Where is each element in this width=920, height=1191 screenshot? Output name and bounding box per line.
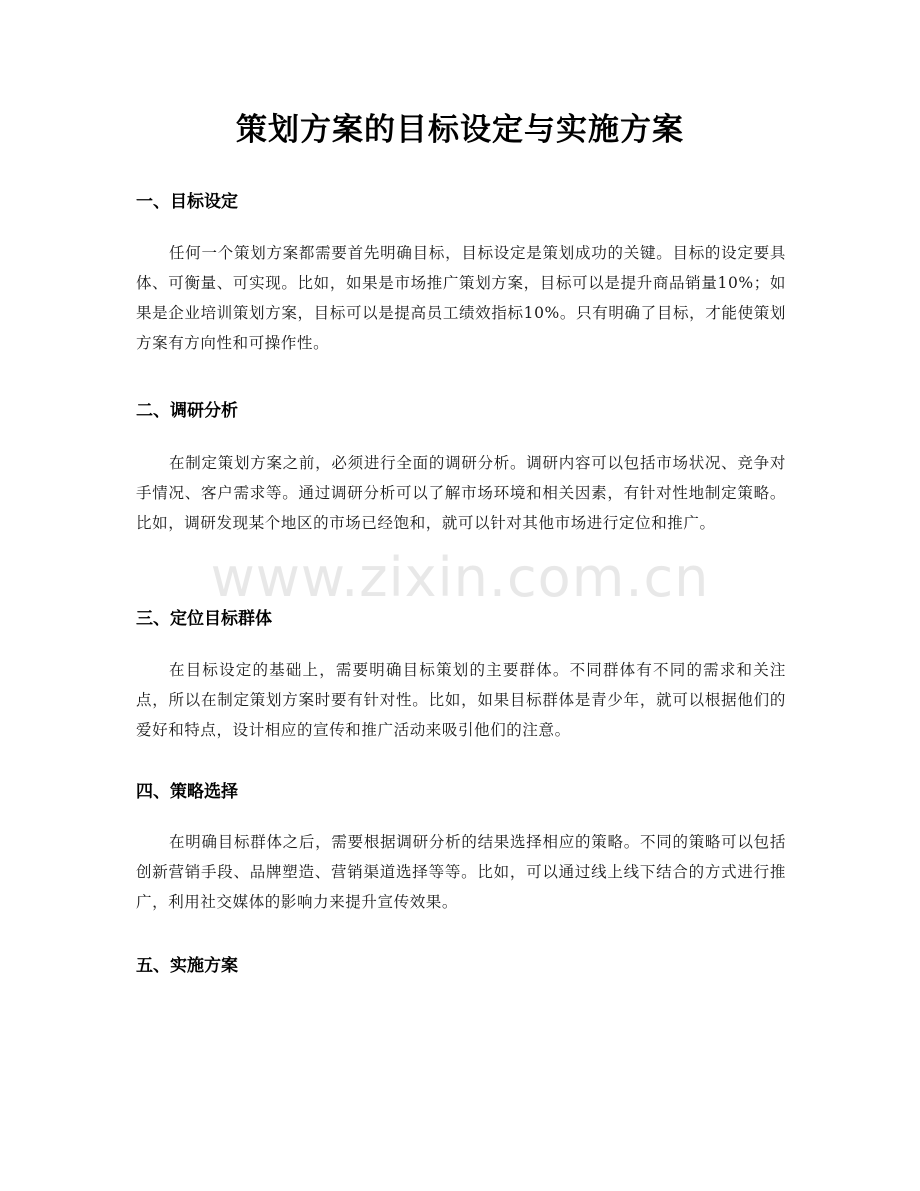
section-heading-implementation: 五、实施方案 — [136, 956, 238, 976]
section-heading-goal-setting: 一、目标设定 — [136, 192, 238, 212]
section-body-goal-setting: 任何一个策划方案都需要首先明确目标，目标设定是策划成功的关键。目标的设定要具体、可衡量、可实现。比如，如果是市场推广策划方案，目标可以是提升商品销量10%；如果是企业培训策划方案，目标可以是提高员工绩效指标10%。只有明确了目标，才能使策划方案有方向性和可操作性。 — [136, 244, 786, 352]
section-heading-strategy: 四、策略选择 — [136, 782, 238, 802]
section-body-strategy: 在明确目标群体之后，需要根据调研分析的结果选择相应的策略。不同的策略可以包括创新营销手段、品牌塑造、营销渠道选择等等。比如，可以通过线上线下结合的方式进行推广，利用社交媒体的影响力来提升宣传效果。 — [136, 833, 786, 911]
section-body-target-group: 在目标设定的基础上，需要明确目标策划的主要群体。不同群体有不同的需求和关注点，所以在制定策划方案时要有针对性。比如，如果目标群体是青少年，就可以根据他们的爱好和特点，设计相应的宣传和推广活动来吸引他们的注意。 — [136, 661, 786, 739]
watermark-text: www.zixin.com.cn — [210, 546, 710, 609]
document-title: 策划方案的目标设定与实施方案 — [236, 112, 684, 148]
section-heading-research-analysis: 二、调研分析 — [136, 401, 238, 421]
section-body-research-analysis: 在制定策划方案之前，必须进行全面的调研分析。调研内容可以包括市场状况、竞争对手情况、客户需求等。通过调研分析可以了解市场环境和相关因素，有针对性地制定策略。比如，调研发现某个地区的市场已经饱和，就可以针对其他市场进行定位和推广。 — [136, 454, 786, 532]
section-heading-target-group: 三、定位目标群体 — [136, 609, 272, 629]
